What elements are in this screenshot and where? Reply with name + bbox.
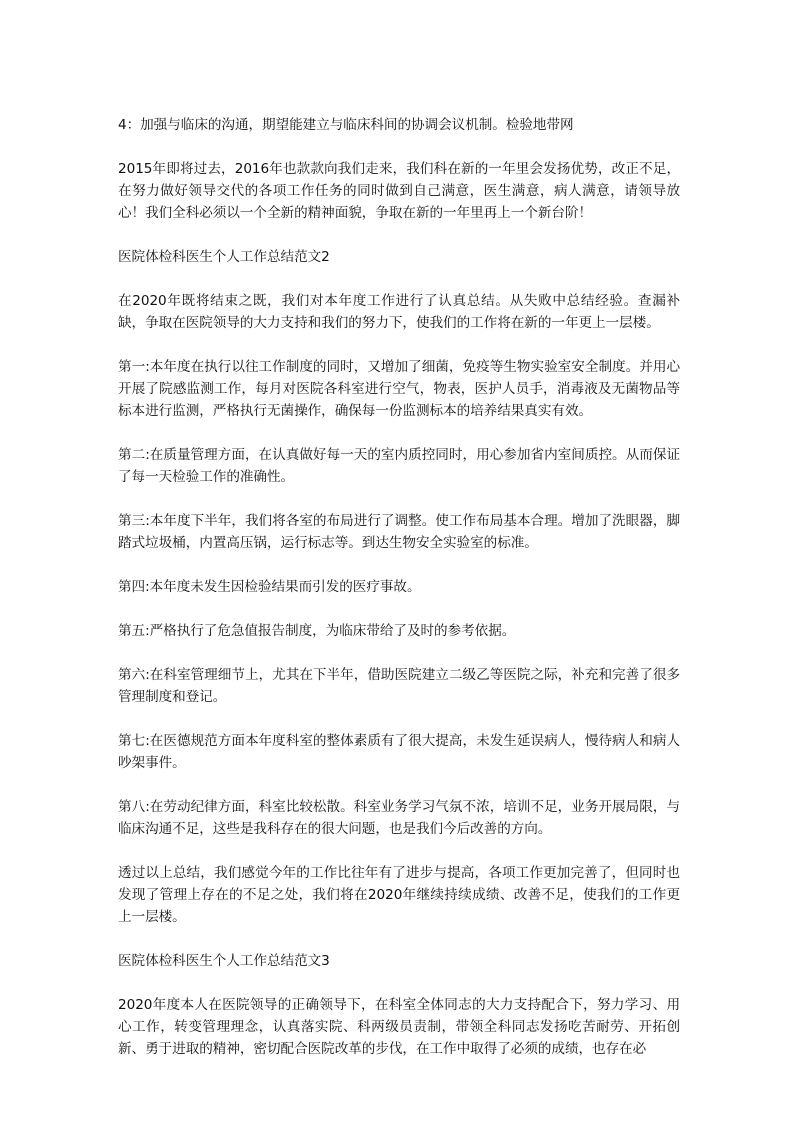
paragraph-intro-2: 在2020年既将结束之既，我们对本年度工作进行了认真总结。从失败中总结经验。查漏补缺，争取在医院领导的大力支持和我们的努力下，使我们的工作将在新的一年更上一层楼。 — [118, 293, 680, 331]
paragraph-summary: 透过以上总结，我们感觉今年的工作比往年有了进步与提高，各项工作更加完善了，但同时也发现了管理上存在的不足之处，我们将在2020年继续持续成绩、改善不足，使我们的工作更上一层楼。 — [118, 865, 680, 925]
paragraph-point-5: 第五:严格执行了危急值报告制度，为临床带给了及时的参考依据。 — [118, 623, 516, 639]
paragraph-point-7: 第七:在医德规范方面本年度科室的整体素质有了很大提高，未发生延误病人，慢待病人和病人吵架事件。 — [118, 733, 680, 771]
document-page — [118, 114, 680, 1082]
paragraph-point-2: 第二:在质量管理方面，在认真做好每一天的室内质控同时，用心参加省内室间质控。从而保证了每一天检验工作的准确性。 — [118, 447, 680, 485]
paragraph-point-8: 第八:在劳动纪律方面，科室比较松散。科室业务学习气氛不浓，培训不足，业务开展局限，与临床沟通不足，这些是我科存在的很大问题，也是我们今后改善的方向。 — [118, 799, 680, 837]
heading-sample-2: 医院体检科医生个人工作总结范文2 — [118, 249, 330, 265]
paragraph-point-3: 第三:本年度下半年，我们将各室的布局进行了调整。使工作布局基本合理。增加了洗眼器，脚踏式垃圾桶，内置高压锅，运行标志等。到达生物安全实验室的标准。 — [118, 513, 680, 551]
heading-sample-3: 医院体检科医生个人工作总结范文3 — [118, 953, 330, 969]
paragraph-intro-3: 2020年度本人在医院领导的正确领导下，在科室全体同志的大力支持配合下，努力学习、用心工作，转变管理理念，认真落实院、科两级员责制，带领全科同志发扬吃苦耐劳、开拓创新、勇于进取的精神，密切配合医院改革的步伐，在工作中取得了必须的成绩，也存在必 — [118, 997, 680, 1057]
paragraph-year-outlook: 2015年即将过去，2016年也款款向我们走来，我们科在新的一年里会发扬优势，改正不足，在努力做好领导交代的各项工作任务的同时做到自己满意，医生满意，病人满意，请领导放心！我们全科必须以一个全新的精神面貌，争取在新的一年里再上一个新台阶！ — [118, 161, 680, 221]
paragraph-point-6: 第六:在科室管理细节上，尤其在下半年，借助医院建立二级乙等医院之际，补充和完善了很多管理制度和登记。 — [118, 667, 680, 705]
paragraph-point-4: 第四:本年度未发生因检验结果而引发的医疗事故。 — [118, 579, 421, 595]
paragraph-closing-item-4: 4：加强与临床的沟通，期望能建立与临床科间的协调会议机制。检验地带网 — [118, 117, 574, 133]
paragraph-point-1: 第一:本年度在执行以往工作制度的同时，又增加了细菌，免疫等生物实验室安全制度。并用心开展了院感监测工作，每月对医院各科室进行空气，物表，医护人员手，消毒液及无菌物品等标本进行监测，严格执行无菌操作，确保每一份监测标本的培养结果真实有效。 — [118, 359, 680, 419]
